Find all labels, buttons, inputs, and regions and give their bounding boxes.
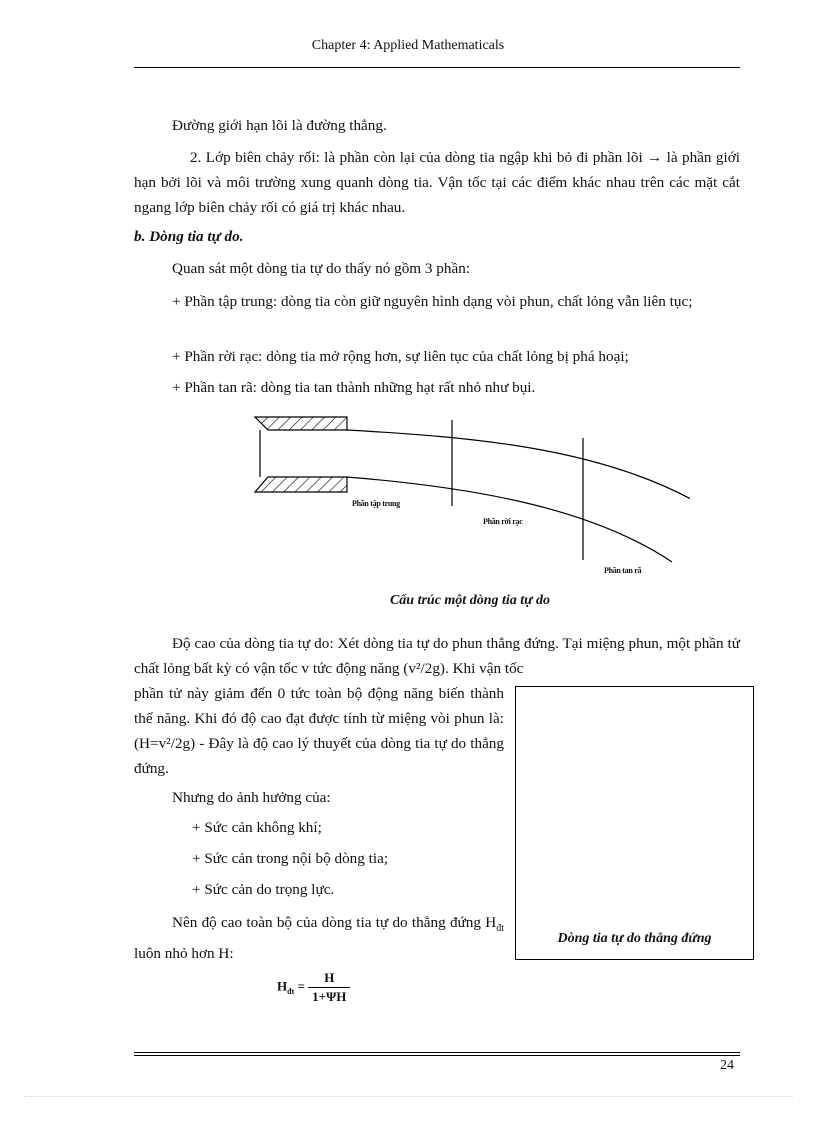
formula-numerator: H (308, 969, 350, 988)
paragraph-discrete-part: + Phần rời rạc: dòng tia mở rộng hơn, sự liên tục của chất lỏng bị phá hoại; (172, 348, 629, 365)
formula-height (277, 969, 350, 1006)
section-heading-free-jet: b. Dòng tia tự do. (134, 228, 244, 245)
nozzle-wall-top (255, 417, 347, 430)
page-number: 24 (720, 1058, 734, 1073)
label-concentrated-part: Phần tập trung (352, 499, 400, 508)
paragraph-three-parts: Quan sát một dòng tia tự do thấy nó gồm 3 phần: (172, 260, 471, 277)
paragraph-disintegrated-part: + Phần tan rã: dòng tia tan thành những hạt rất nhỏ như bụi. (172, 379, 536, 396)
formula-equals: = (297, 978, 305, 994)
bullet-internal-resistance: + Sức cản trong nội bộ dòng tia; (192, 850, 389, 867)
total-height-subscript: đt (496, 923, 504, 935)
page-header-title: Chapter 4: Applied Mathematicals (311, 38, 505, 53)
nozzle-wall-bottom (255, 477, 347, 492)
paragraph-influences: Nhưng do ảnh hưởng của: (172, 789, 331, 806)
paragraph-turbulent-layer: 2. Lớp biên chảy rối: là phần còn lại của dòng tia ngập khi bỏ đi phần lõi → là phần giới hạn bởi lõi và môi trường xung quanh dòng tia. Vận tốc tại các điểm khác nhau trên các mặt cắt ngang lớp biên chảy rối có giá trị khác nhau. (134, 149, 740, 216)
free-jet-structure-diagram (250, 412, 690, 582)
formula-denominator: 1+ΨH (312, 989, 347, 1004)
footer-rule-top (134, 1052, 740, 1053)
formula-lhs-subscript: đt (287, 987, 295, 997)
page-bottom-dotted-line (24, 1096, 794, 1097)
total-height-text: Nên độ cao toàn bộ của dòng tia tự do thẳng đứng H (172, 914, 497, 931)
footer-rule-bottom (134, 1055, 740, 1056)
figure-box-caption: Dòng tia tự do thẳng đứng (557, 931, 712, 946)
label-disintegrated-part: Phần tan rã (604, 566, 642, 575)
paragraph-core-boundary: Đường giới hạn lõi là đường thẳng. (172, 117, 387, 134)
paragraph-jet-height: Độ cao của dòng tia tự do: Xét dòng tia tự do phun thẳng đứng. Tại miệng phun, một phần tử chất lỏng bất kỳ có vận tốc v tức động năng (v²/2g). Khi vận tốc (134, 635, 740, 677)
jet-upper-boundary (347, 430, 690, 504)
label-discrete-part: Phần rời rạc (483, 517, 523, 526)
figure-caption: Cấu trúc một dòng tia tự do (389, 593, 551, 608)
figure-box-vertical-jet (515, 686, 754, 960)
formula-lhs: H (277, 978, 288, 994)
bullet-gravity-resistance: + Sức cản do trọng lực. (192, 881, 335, 898)
header-rule (134, 67, 740, 68)
paragraph-theoretical-height: phần tử này giảm đến 0 tức toàn bộ động năng biến thành thế năng. Khi đó độ cao đạt được tính từ miệng vòi phun là: (H=v²/2g) - Đây là độ cao lý thuyết của dòng tia tự do thẳng đứng. (134, 685, 504, 777)
paragraph-concentrated-part: + Phần tập trung: dòng tia còn giữ nguyên hình dạng vòi phun, chất lỏng vẫn liên tục; (172, 293, 693, 310)
formula-fraction (308, 969, 350, 1006)
bullet-air-resistance: + Sức cản không khí; (192, 819, 322, 836)
paragraph-total-height (134, 910, 504, 966)
total-height-text-end: luôn nhỏ hơn H: (134, 945, 234, 963)
